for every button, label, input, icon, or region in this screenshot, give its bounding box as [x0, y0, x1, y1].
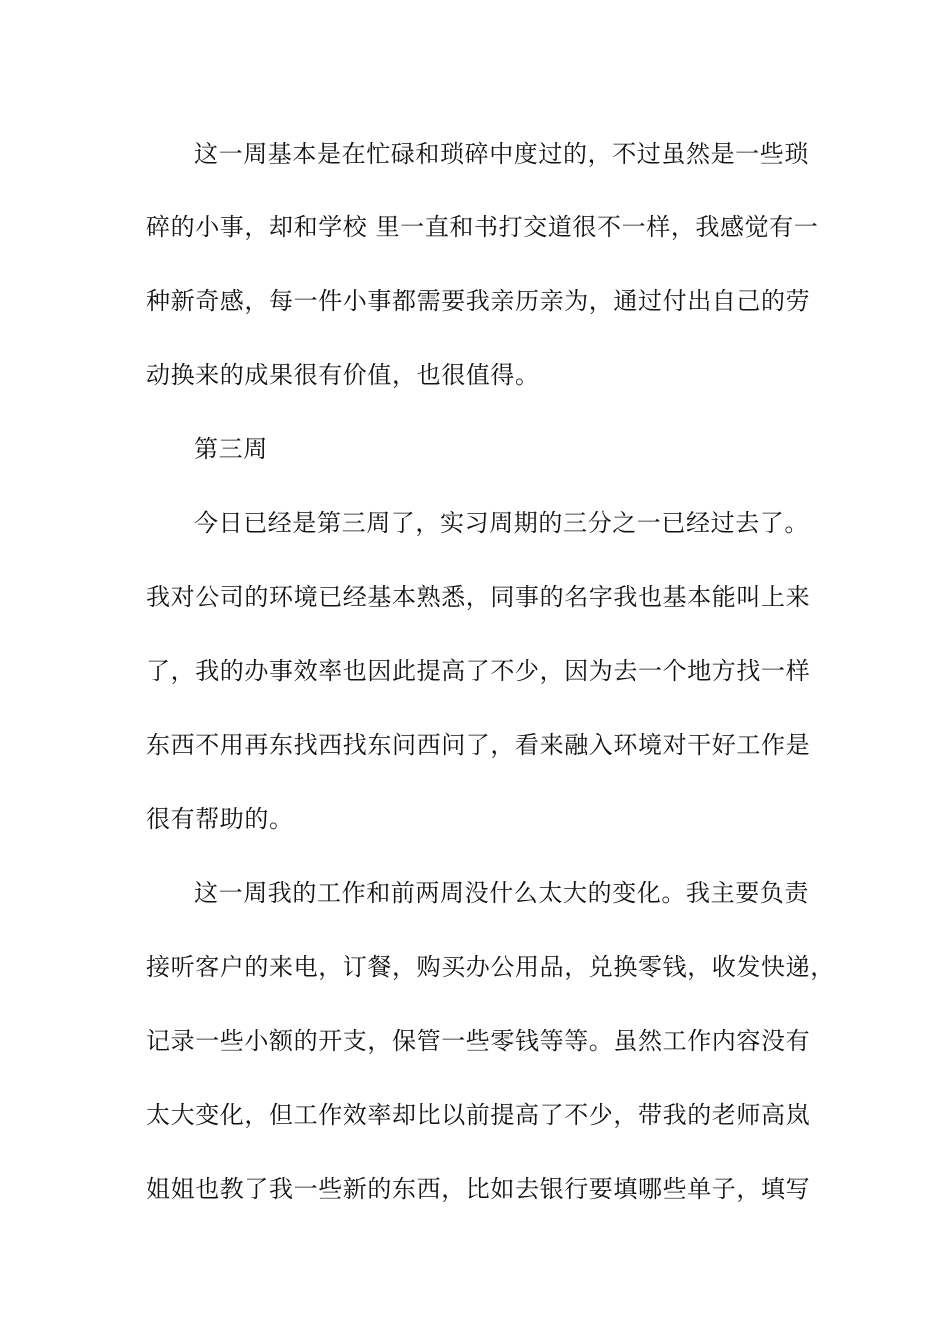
paragraph-2-line-4: 东西不用再东找西找东问西问了，看来融入环境对干好工作是: [146, 731, 811, 759]
paragraph-1-line-2: 碎的小事，却和学校 里一直和书打交道很不一样，我感觉有一: [146, 213, 819, 241]
paragraph-3-line-3: 记录一些小额的开支，保管一些零钱等等。虽然工作内容没有: [146, 1027, 811, 1055]
paragraph-1-line-1: 这一周基本是在忙碌和琐碎中度过的，不过虽然是一些琐: [194, 140, 809, 168]
paragraph-1-line-4: 动换来的成果很有价值，也很值得。: [146, 361, 540, 389]
paragraph-3-line-5: 姐姐也教了我一些新的东西，比如去银行要填哪些单子，填写: [146, 1175, 811, 1203]
section-heading-week-3: 第三周: [194, 435, 268, 463]
paragraph-2-line-1: 今日已经是第三周了，实习周期的三分之一已经过去了。: [194, 509, 809, 537]
paragraph-3-line-1: 这一周我的工作和前两周没什么太大的变化。我主要负责: [194, 879, 809, 907]
paragraph-2-line-5: 很有帮助的。: [146, 805, 294, 833]
paragraph-2-line-3: 了，我的办事效率也因此提高了不少，因为去一个地方找一样: [146, 657, 811, 685]
paragraph-3-line-4: 太大变化，但工作效率却比以前提高了不少，带我的老师高岚: [146, 1101, 811, 1129]
paragraph-2-line-2: 我对公司的环境已经基本熟悉，同事的名字我也基本能叫上来: [146, 583, 811, 611]
paragraph-3-line-2: 接听客户的来电，订餐，购买办公用品，兑换零钱，收发快递，: [146, 953, 835, 981]
paragraph-1-line-3: 种新奇感，每一件小事都需要我亲历亲为，通过付出自己的劳: [146, 287, 811, 315]
